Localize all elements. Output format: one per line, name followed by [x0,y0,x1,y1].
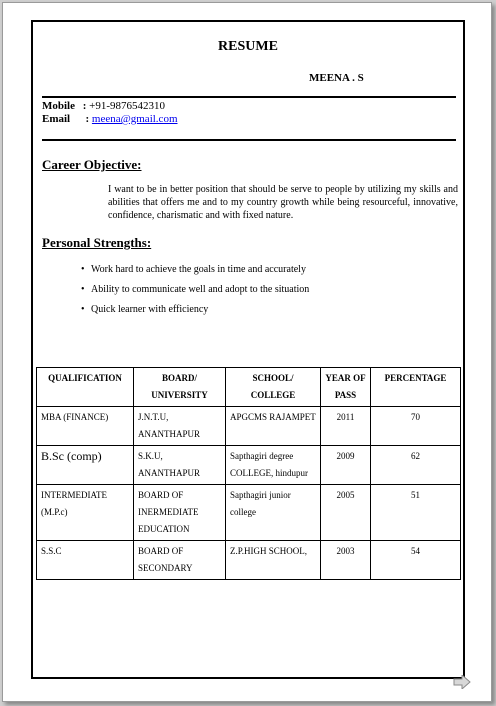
mobile-line: Mobile : +91-9876542310 [42,100,166,112]
header-school: SCHOOL/ COLLEGE [226,368,321,407]
education-table [36,367,461,580]
career-objective-text: I want to be in better position that should be serve to people by utilizing my skills and abilities that offers me and to my country growth while being resourceful, innovative, confidence, charismatic and with fixed nature. [108,184,458,221]
table-row [37,485,461,541]
cell-year: 2003 [321,541,371,580]
resume-page [2,2,492,702]
header-board: BOARD/ UNIVERSITY [134,368,226,407]
personal-strengths-heading: Personal Strengths: [42,235,152,250]
cell-year: 2009 [321,446,371,485]
cell-school: Sapthagiri degree COLLEGE, hindupur [226,446,321,485]
header-percentage: PERCENTAGE [371,368,461,407]
cell-school: APGCMS RAJAMPET [226,407,321,446]
cell-board: BOARD OF INERMEDIATE EDUCATION [134,485,226,541]
cell-percentage: 62 [371,446,461,485]
cell-qualification: S.S.C [37,541,134,580]
cell-board: BOARD OF SECONDARY [134,541,226,580]
cell-board: J.N.T.U, ANANTHAPUR [134,407,226,446]
next-page-arrow-icon[interactable] [453,675,471,689]
list-item: • Work hard to achieve the goals in time and accurately [81,263,309,283]
email-label: Email [42,113,71,125]
mobile-value: +91-9876542310 [89,100,166,112]
cell-year: 2011 [321,407,371,446]
table-row [37,446,461,485]
career-objective-heading: Career Objective: [42,157,142,172]
email-link[interactable]: meena@gmail.com [91,113,178,125]
list-item: • Ability to communicate well and adopt to the situation [81,283,309,303]
strengths-list [81,263,309,323]
cell-percentage: 70 [371,407,461,446]
email-line: Email : meena@gmail.com [42,113,178,125]
mobile-label: Mobile [42,100,75,112]
cell-qualification: B.Sc (comp) [37,446,134,485]
cell-percentage: 51 [371,485,461,541]
divider [42,96,456,98]
list-item: • Quick learner with efficiency [81,303,309,323]
cell-percentage: 54 [371,541,461,580]
table-row [37,407,461,446]
table-header-row [37,368,461,407]
table-row [37,541,461,580]
cell-board: S.K.U, ANANTHAPUR [134,446,226,485]
header-year: YEAR OF PASS [321,368,371,407]
divider [42,139,456,141]
cell-qualification: MBA (FINANCE) [37,407,134,446]
page-border [31,20,465,679]
cell-qualification: INTERMEDIATE (M.P.c) [37,485,134,541]
cell-school: Z.P.HIGH SCHOOL, [226,541,321,580]
cell-year: 2005 [321,485,371,541]
header-qualification: QUALIFICATION [37,368,134,407]
candidate-name: MEENA . S [309,72,364,84]
cell-school: Sapthagiri junior college [226,485,321,541]
resume-title: RESUME [218,39,278,54]
